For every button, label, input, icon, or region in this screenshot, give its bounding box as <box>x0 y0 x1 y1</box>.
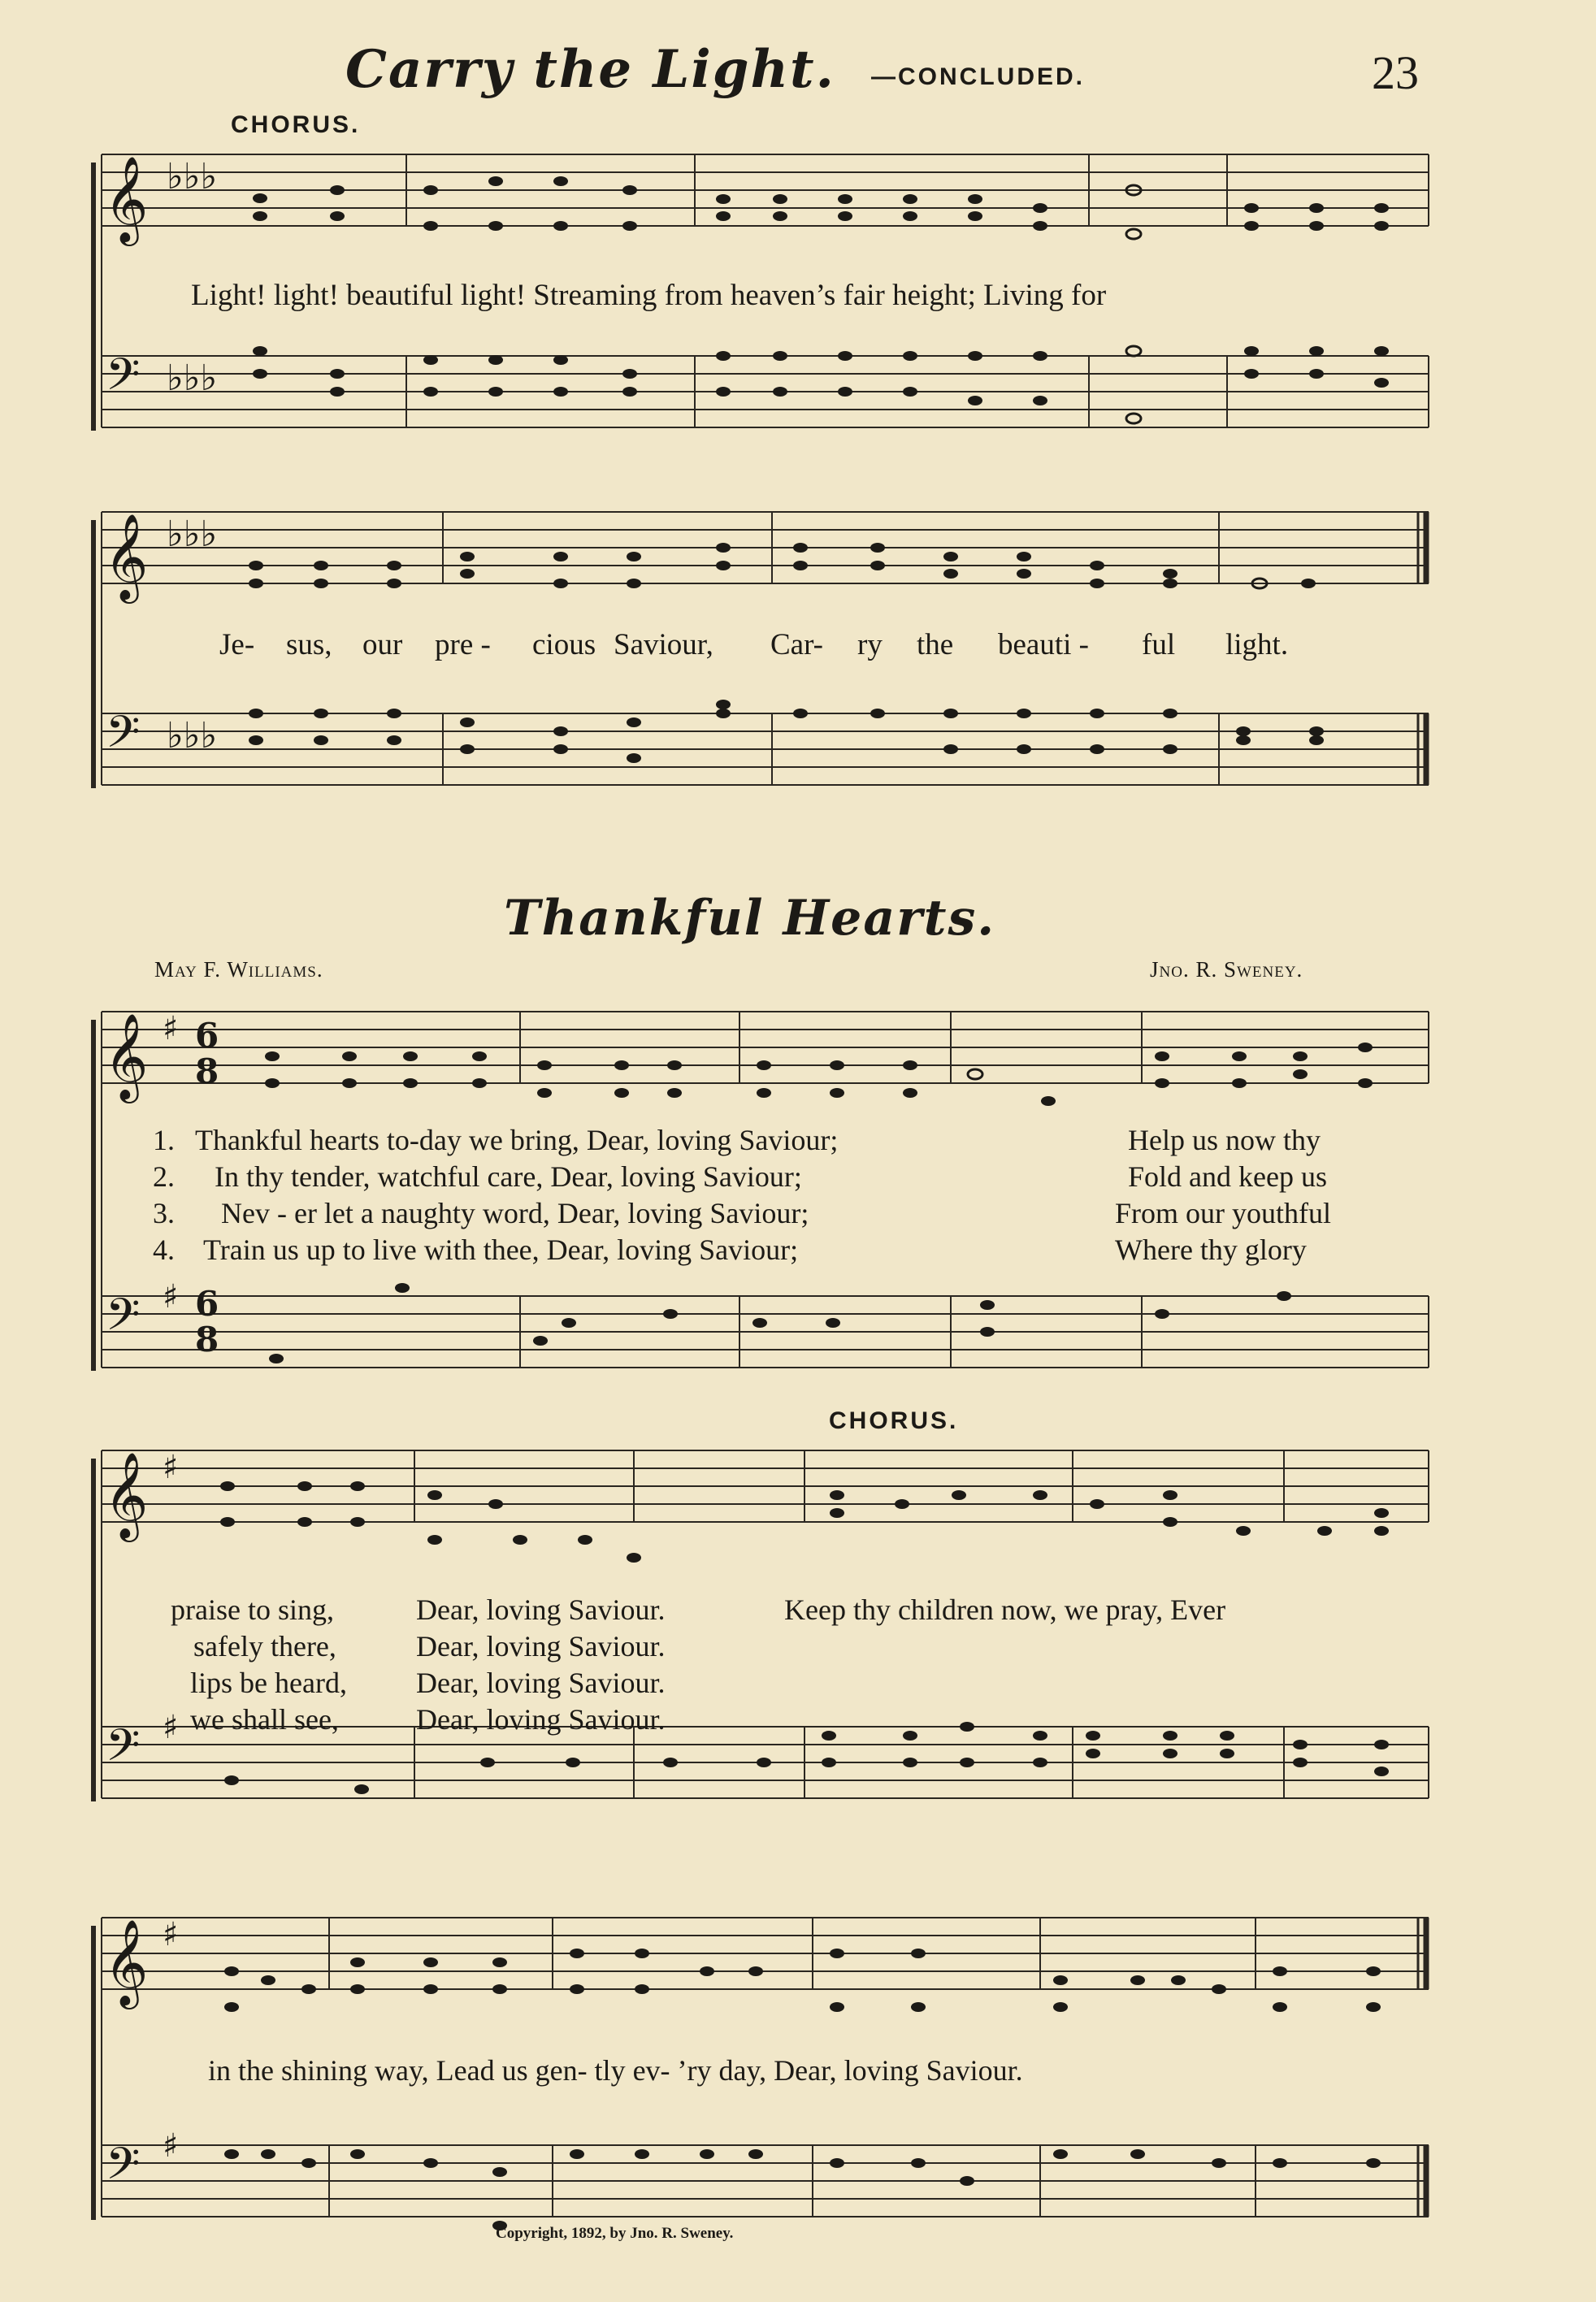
verse-number: 3. <box>153 1197 175 1229</box>
verse-text: Train us up to live with thee, Dear, loving Saviour; <box>203 1233 799 1266</box>
page-number: 23 <box>1372 46 1419 99</box>
verse-number: 1. <box>153 1124 175 1156</box>
verse-b-end: Dear, loving Saviour. <box>416 1630 666 1663</box>
verse-number: 4. <box>153 1233 175 1266</box>
lyric-syllable: light. <box>1225 628 1289 661</box>
svg-text:♯: ♯ <box>163 1449 179 1486</box>
verse-continuation: From our youthful <box>1115 1197 1331 1229</box>
lyric-syllable: Saviour, <box>614 628 713 661</box>
svg-text:𝄢: 𝄢 <box>106 1289 141 1351</box>
verse-number: 2. <box>153 1160 175 1193</box>
hymn2-author: May F. Williams. <box>154 957 323 982</box>
svg-text:𝄞: 𝄞 <box>104 1918 149 2005</box>
bass-clef-icon: 𝄢 <box>106 349 141 411</box>
svg-text:♯: ♯ <box>163 1709 179 1746</box>
lyric-syllable: ry <box>857 628 883 661</box>
copyright-notice: Copyright, 1892, by Jno. R. Sweney. <box>496 2225 734 2242</box>
svg-text:𝄞: 𝄞 <box>104 513 149 600</box>
svg-text:8: 8 <box>195 1320 219 1359</box>
chorus-text-b: in the shining way, Lead us gen- tly ev- ’ry day, Dear, loving Saviour. <box>208 2054 1023 2087</box>
verse-b-start: lips be heard, <box>190 1667 347 1699</box>
verse-b-end: Dear, loving Saviour. <box>416 1593 666 1626</box>
verse-b-end: Dear, loving Saviour. <box>416 1703 666 1736</box>
svg-text:♯: ♯ <box>163 1010 179 1047</box>
chorus-label-2: CHORUS. <box>829 1407 959 1434</box>
svg-text:𝄢: 𝄢 <box>106 1719 141 1782</box>
svg-text:𝄞: 𝄞 <box>104 1012 149 1099</box>
hymn1-concluded: —CONCLUDED. <box>871 63 1085 90</box>
lyric-syllable: cious <box>532 628 596 661</box>
verse-text: Thankful hearts to-day we bring, Dear, loving Saviour; <box>195 1124 839 1156</box>
lyric-syllable: pre - <box>435 628 491 661</box>
time-signature-bottom: 8 <box>195 1051 219 1091</box>
lyric-syllable: Je- <box>219 628 255 661</box>
lyric-syllable: ful <box>1142 628 1176 661</box>
verse-text: Nev - er let a naughty word, Dear, loving Saviour; <box>221 1197 809 1229</box>
hymn1-lyrics-line1: Light! light! beautiful light! Streaming from heaven’s fair height; Living for <box>191 279 1107 312</box>
verse-continuation: Fold and keep us <box>1128 1160 1327 1193</box>
svg-text:♯: ♯ <box>163 1916 179 1953</box>
lyric-syllable: our <box>362 628 403 661</box>
treble-staff <box>102 154 1429 226</box>
lyric-syllable: Car- <box>770 628 824 661</box>
hymn2-title: Thankful Hearts. <box>504 890 996 947</box>
svg-text:♯: ♯ <box>163 1278 179 1316</box>
svg-text:♭♭♭: ♭♭♭ <box>167 358 218 399</box>
chorus-text-a: Keep thy children now, we pray, Ever <box>784 1593 1226 1626</box>
verse-b-start: we shall see, <box>190 1703 339 1736</box>
verse-continuation: Help us now thy <box>1128 1124 1321 1156</box>
svg-text:𝄢: 𝄢 <box>106 2138 141 2200</box>
svg-text:𝄞: 𝄞 <box>104 1451 149 1538</box>
lyric-syllable: the <box>917 628 954 661</box>
svg-text:♭♭♭: ♭♭♭ <box>167 156 218 197</box>
verse-text: In thy tender, watchful care, Dear, loving Saviour; <box>215 1160 802 1193</box>
verse-continuation: Where thy glory <box>1115 1233 1307 1266</box>
hymn2-system-3 <box>0 1893 1596 2283</box>
svg-text:♭♭♭: ♭♭♭ <box>167 715 218 756</box>
treble-clef-icon: 𝄞 <box>104 155 149 242</box>
hymn1-title: Carry the Light. <box>345 39 835 100</box>
lyric-syllable: sus, <box>286 628 332 661</box>
verse-b-start: safely there, <box>193 1630 336 1663</box>
lyric-syllable: beauti - <box>998 628 1089 661</box>
verse-b-end: Dear, loving Saviour. <box>416 1667 666 1699</box>
verse-b-start: praise to sing, <box>171 1593 334 1626</box>
svg-text:6: 6 <box>195 1284 219 1324</box>
svg-text:♯: ♯ <box>163 2127 179 2165</box>
bass-staff <box>102 356 1429 427</box>
time-signature-top: 6 <box>195 1016 219 1056</box>
chorus-label-1: CHORUS. <box>231 111 361 138</box>
hymn2-composer: Jno. R. Sweney. <box>1150 957 1303 982</box>
svg-text:♭♭♭: ♭♭♭ <box>167 514 218 555</box>
svg-text:𝄢: 𝄢 <box>106 706 141 769</box>
